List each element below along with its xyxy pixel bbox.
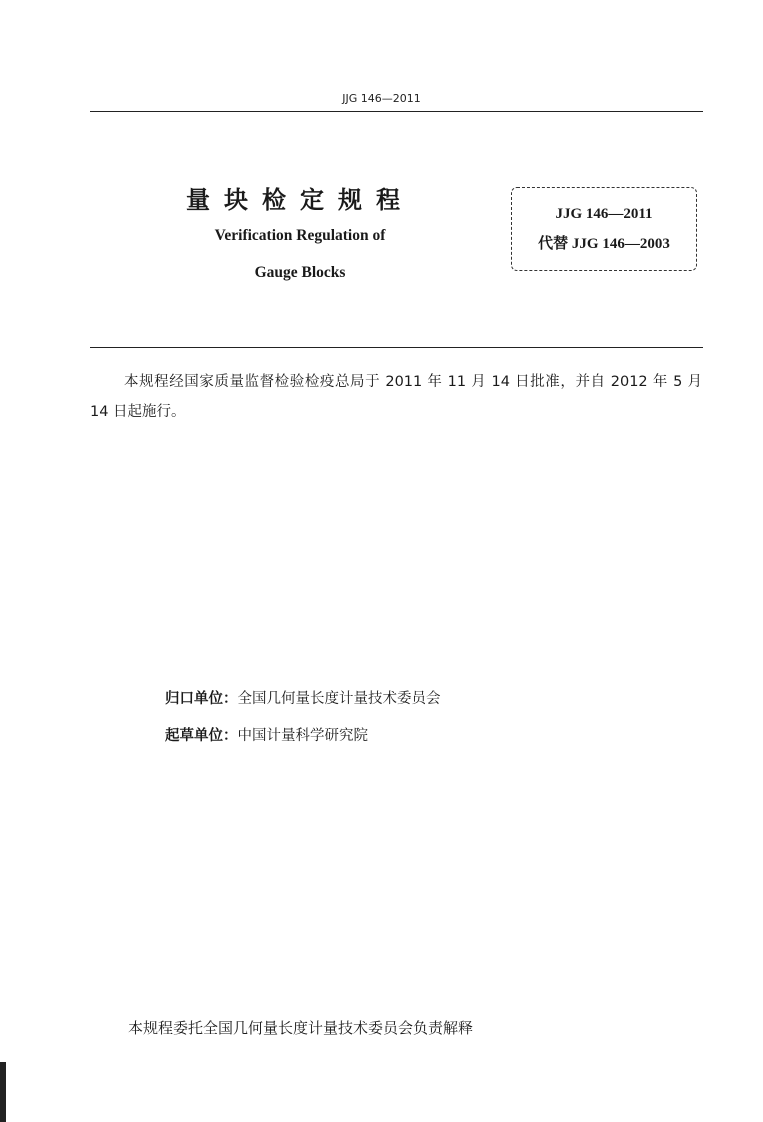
drafting-unit-row [165,724,368,745]
title-section-rule [90,347,703,348]
header-standard-code: JJG 146—2011 [342,92,421,105]
title-chinese: 量块检定规程 [186,186,414,214]
standard-number: JJG 146—2011 [555,206,653,222]
title-english-line1: Verification Regulation of [214,227,386,244]
scan-binding-edge [0,1062,6,1122]
approval-statement: 本规程经国家质量监督检验检疫总局于 2011 年 11 月 14 日批准，并自 2012 年 5 月 14 日起施行。 [90,374,702,420]
responsible-unit-row [165,687,441,708]
drafting-unit-label: 起草单位： [165,728,238,744]
responsible-unit-value: 全国几何量长度计量技术委员会 [237,691,441,707]
interpretation-note: 本规程委托全国几何量长度计量技术委员会负责解释 [128,1019,474,1037]
standard-code-box [511,187,697,271]
title-english-line2: Gauge Blocks [254,264,346,281]
drafting-unit-value: 中国计量科学研究院 [237,728,368,744]
replaces-standard: 代替 JJG 146—2003 [538,236,670,252]
responsible-unit-label: 归口单位： [165,691,238,707]
header-rule [90,111,703,112]
